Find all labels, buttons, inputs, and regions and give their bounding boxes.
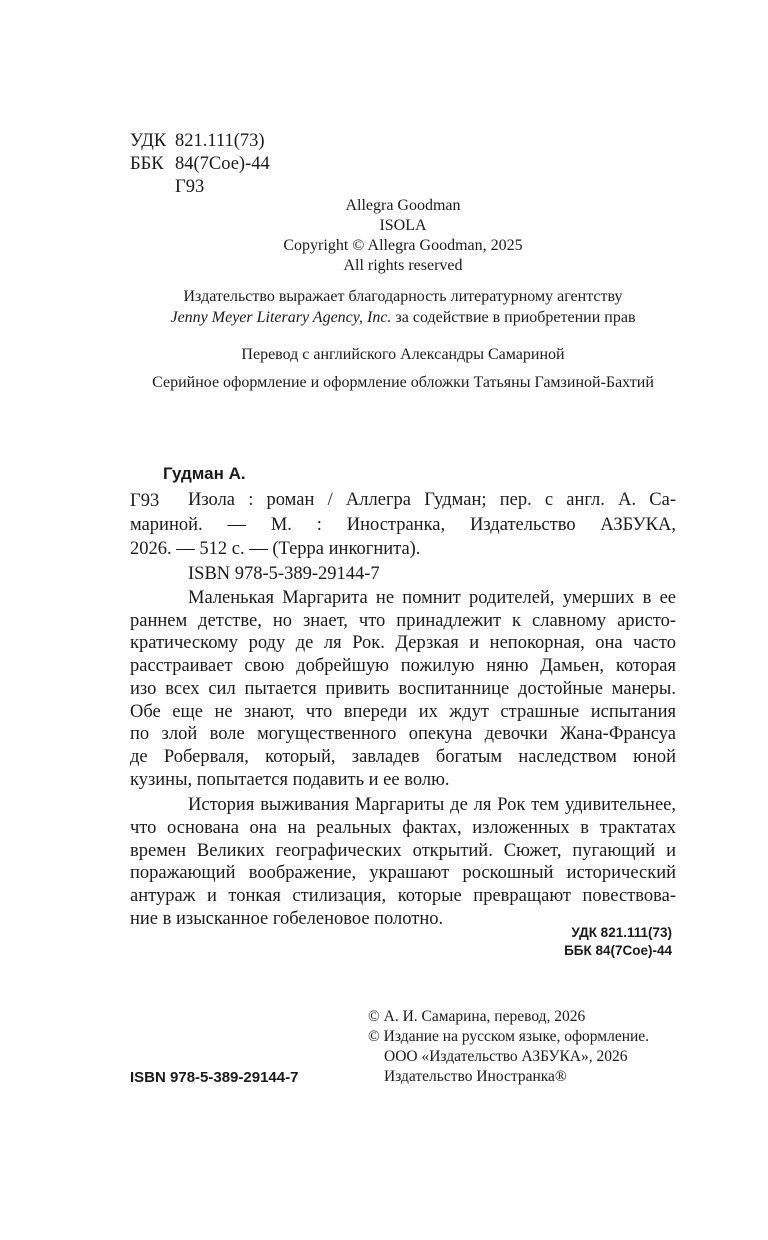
annotation-line: что основана она на реальных фактах, изложенных в трактатах [130, 818, 676, 838]
copyright-translation: © А. И. Самарина, перевод, 2026 [368, 1008, 586, 1025]
copyright-edition: © Издание на русском языке, оформление. [368, 1028, 650, 1045]
annotation-line: антураж и тонкая стилизация, которые превращают повествова- [130, 886, 676, 907]
catalog-isbn: ISBN 978-5-389-29144-7 [188, 564, 380, 584]
original-copyright: Copyright © Allegra Goodman, 2025 [283, 237, 523, 254]
copyright-publisher: ООО «Издательство АЗБУКА», 2026 [384, 1048, 628, 1065]
rights-reserved: All rights reserved [343, 257, 463, 274]
publisher-imprint: Издательство Иностранка® [384, 1068, 567, 1085]
author-sign: Г93 [175, 177, 205, 197]
translation-credit: Перевод с английского Александры Самариной [241, 346, 565, 363]
annotation-line: поражающий воображение, украшают роскошный исторический [130, 863, 676, 884]
catalog-heading: Гудман А. [163, 464, 246, 483]
bbk-code: 84(7Сое)-44 [175, 154, 270, 174]
acknowledgement-line-1: Издательство выражает благодарность литературному агентству [183, 288, 623, 305]
acknowledgement-line-2 [130, 309, 676, 327]
annotation-line: ние в изысканное гобеленовое полотно. [130, 908, 444, 929]
annotation-line: История выживания Маргариты де ля Рок тем удивительнее, [188, 795, 676, 816]
bbk-label: ББК [130, 154, 164, 174]
udk-label: УДК [130, 131, 167, 151]
catalog-sign: Г93 [130, 491, 160, 511]
acknowledgement-rest: за содействие в приобретении прав [391, 309, 636, 326]
agency-name: Jenny Meyer Literary Agency, Inc. [170, 309, 392, 326]
annotation-line: расстраивает свою добрейшую пожилую няню Дамьен, которая [130, 656, 676, 677]
isbn-footer: ISBN 978-5-389-29144-7 [130, 1069, 299, 1086]
annotation-line: кратическому роду де ля Рок. Дерзкая и непокорная, она часто [130, 633, 676, 654]
udk-code: 821.111(73) [175, 131, 265, 151]
annotation-line: кузины, попытается подавить и ее волю. [130, 769, 450, 790]
original-title: ISOLA [379, 217, 427, 234]
annotation-line: по злой воле могущественного опекуна девочки Жана-Франсуа [130, 724, 676, 745]
original-author: Allegra Goodman [345, 197, 461, 214]
catalog-entry-line: 2026. — 512 с. — (Терра инкогнита). [130, 539, 421, 559]
footer-bbk: ББК 84(7Сое)-44 [564, 943, 672, 958]
annotation-line: изо всех сил пытается привить воспитаннице достойные манеры. [130, 678, 676, 699]
annotation-line: времен Великих географических открытий. Сюжет, пугающий и [130, 840, 676, 861]
annotation-line: Обе еще не знают, что впереди их ждут страшные испытания [130, 701, 676, 722]
catalog-entry-line: мариной. — М. : Иностранка, Издательство АЗБУКА, [130, 514, 676, 535]
annotation-line: де Роберваля, который, завладев богатым наследством юной [130, 746, 676, 767]
annotation-line: Маленькая Маргарита не помнит родителей, умерших в ее [188, 588, 676, 608]
annotation-line: раннем детстве, но знает, что принадлежит к славному аристо- [130, 610, 676, 631]
design-credit: Серийное оформление и оформление обложки Татьяны Гамзиной-Бахтий [152, 374, 654, 391]
footer-udk: УДК 821.111(73) [571, 925, 672, 940]
catalog-entry-line: Изола : роман / Аллегра Гудман; пер. с англ. А. Са- [188, 490, 676, 510]
